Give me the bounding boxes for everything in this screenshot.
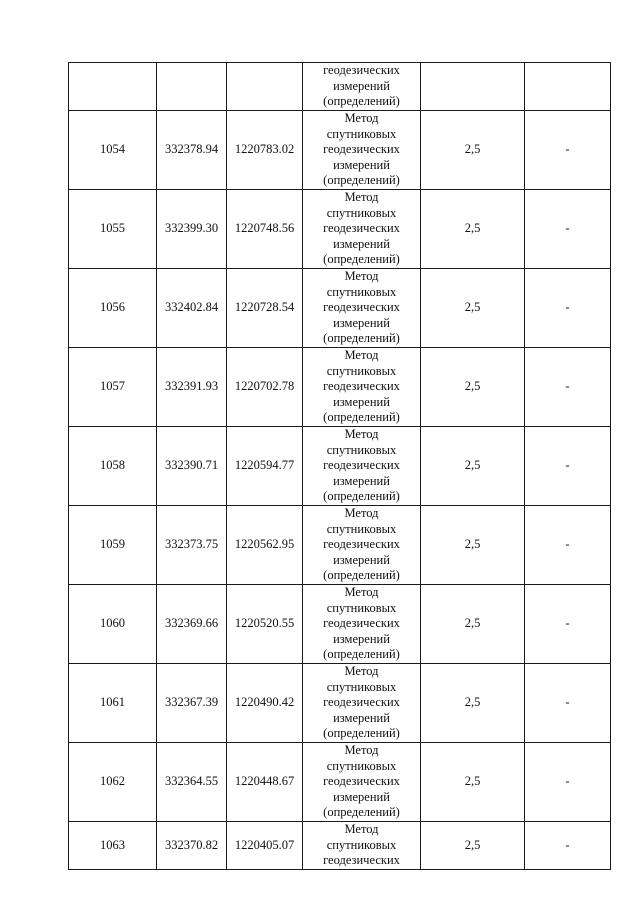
y-coordinate-cell: 1220594.77 — [227, 427, 303, 506]
y-coordinate-cell: 1220562.95 — [227, 506, 303, 585]
x-coordinate-cell: 332367.39 — [157, 664, 227, 743]
y-coordinate-cell: 1220783.02 — [227, 111, 303, 190]
method-line: измерений — [333, 236, 390, 251]
accuracy-cell: 2,5 — [421, 190, 525, 269]
method-cell — [303, 585, 421, 664]
y-coordinate-cell: 1220405.07 — [227, 822, 303, 870]
table-row — [69, 111, 611, 190]
accuracy-cell: 2,5 — [421, 348, 525, 427]
method-line: геодезических — [323, 695, 400, 710]
accuracy-cell: 2,5 — [421, 427, 525, 506]
table-row — [69, 506, 611, 585]
method-cell — [303, 269, 421, 348]
method-line: (определений) — [323, 568, 400, 583]
method-line: Метод — [344, 348, 379, 363]
x-coordinate-cell: 332370.82 — [157, 822, 227, 870]
method-line: (определений) — [323, 410, 400, 425]
method-line: геодезических — [323, 537, 400, 552]
method-line: измерений — [333, 394, 390, 409]
method-cell — [303, 743, 421, 822]
method-line: измерений — [333, 473, 390, 488]
method-line: геодезических — [323, 63, 400, 77]
method-line: измерений — [333, 78, 390, 93]
x-coordinate-cell: 332391.93 — [157, 348, 227, 427]
method-line: Метод — [344, 111, 379, 126]
method-line: Метод — [344, 743, 379, 758]
coordinates-table — [68, 62, 611, 870]
method-cell — [303, 427, 421, 506]
method-line: Метод — [344, 427, 379, 442]
point-number-cell: 1055 — [69, 190, 157, 269]
accuracy-cell: 2,5 — [421, 822, 525, 870]
table-row — [69, 190, 611, 269]
method-line: спутниковых — [326, 837, 397, 852]
y-coordinate-cell: 1220748.56 — [227, 190, 303, 269]
method-line: Метод — [344, 585, 379, 600]
note-cell — [525, 63, 611, 111]
point-number-cell: 1061 — [69, 664, 157, 743]
method-line: геодезических — [323, 379, 400, 394]
note-cell: - — [525, 585, 611, 664]
accuracy-cell: 2,5 — [421, 664, 525, 743]
method-line: спутниковых — [326, 205, 397, 220]
y-coordinate-cell: 1220520.55 — [227, 585, 303, 664]
point-number-cell: 1063 — [69, 822, 157, 870]
method-line: (определений) — [323, 173, 400, 188]
accuracy-cell: 2,5 — [421, 269, 525, 348]
method-line: спутниковых — [326, 521, 397, 536]
accuracy-cell: 2,5 — [421, 743, 525, 822]
method-line: геодезических — [323, 300, 400, 315]
y-coordinate-cell: 1220702.78 — [227, 348, 303, 427]
x-coordinate-cell: 332369.66 — [157, 585, 227, 664]
method-line: Метод — [344, 269, 379, 284]
method-line: спутниковых — [326, 758, 397, 773]
x-coordinate-cell: 332390.71 — [157, 427, 227, 506]
method-line: геодезических — [323, 221, 400, 236]
method-line: (определений) — [323, 94, 400, 109]
note-cell: - — [525, 269, 611, 348]
table-row-partial-bottom — [69, 822, 611, 870]
method-line: измерений — [333, 710, 390, 725]
table-row — [69, 269, 611, 348]
method-cell — [303, 822, 421, 870]
point-number-cell: 1057 — [69, 348, 157, 427]
method-cell — [303, 664, 421, 743]
coordinates-table-body — [69, 63, 611, 870]
table-row — [69, 427, 611, 506]
method-line: Метод — [344, 506, 379, 521]
method-cell — [303, 506, 421, 585]
method-line: (определений) — [323, 726, 400, 741]
method-cell — [303, 348, 421, 427]
method-line: геодезических — [323, 853, 400, 868]
note-cell: - — [525, 427, 611, 506]
method-line: (определений) — [323, 252, 400, 267]
table-row-partial-top — [69, 63, 611, 111]
method-line: измерений — [333, 789, 390, 804]
method-line: измерений — [333, 157, 390, 172]
method-line: (определений) — [323, 331, 400, 346]
accuracy-cell: 2,5 — [421, 585, 525, 664]
accuracy-cell: 2,5 — [421, 111, 525, 190]
note-cell: - — [525, 506, 611, 585]
point-number-cell: 1056 — [69, 269, 157, 348]
method-line: спутниковых — [326, 284, 397, 299]
method-line: Метод — [344, 822, 379, 837]
method-line: спутниковых — [326, 600, 397, 615]
x-coordinate-cell: 332402.84 — [157, 269, 227, 348]
point-number-cell: 1059 — [69, 506, 157, 585]
point-number-cell: 1058 — [69, 427, 157, 506]
point-number-cell — [69, 63, 157, 111]
table-row — [69, 348, 611, 427]
accuracy-cell — [421, 63, 525, 111]
method-line: измерений — [333, 315, 390, 330]
method-line: геодезических — [323, 774, 400, 789]
method-cell — [303, 63, 421, 111]
table-row — [69, 743, 611, 822]
x-coordinate-cell: 332364.55 — [157, 743, 227, 822]
method-line: Метод — [344, 664, 379, 679]
method-line: геодезических — [323, 142, 400, 157]
method-line: Метод — [344, 190, 379, 205]
y-coordinate-cell — [227, 63, 303, 111]
method-cell — [303, 190, 421, 269]
method-line: (определений) — [323, 489, 400, 504]
point-number-cell: 1062 — [69, 743, 157, 822]
note-cell: - — [525, 822, 611, 870]
y-coordinate-cell: 1220728.54 — [227, 269, 303, 348]
note-cell: - — [525, 664, 611, 743]
point-number-cell: 1054 — [69, 111, 157, 190]
method-line: спутниковых — [326, 126, 397, 141]
method-cell — [303, 111, 421, 190]
note-cell: - — [525, 190, 611, 269]
method-line: (определений) — [323, 805, 400, 820]
method-line: геодезических — [323, 616, 400, 631]
method-line: измерений — [333, 552, 390, 567]
method-line: спутниковых — [326, 442, 397, 457]
note-cell: - — [525, 743, 611, 822]
method-line: измерений — [333, 631, 390, 646]
y-coordinate-cell: 1220448.67 — [227, 743, 303, 822]
x-coordinate-cell — [157, 63, 227, 111]
accuracy-cell: 2,5 — [421, 506, 525, 585]
method-line: спутниковых — [326, 363, 397, 378]
note-cell: - — [525, 348, 611, 427]
point-number-cell: 1060 — [69, 585, 157, 664]
note-cell: - — [525, 111, 611, 190]
x-coordinate-cell: 332399.30 — [157, 190, 227, 269]
table-row — [69, 664, 611, 743]
y-coordinate-cell: 1220490.42 — [227, 664, 303, 743]
method-line: геодезических — [323, 458, 400, 473]
x-coordinate-cell: 332378.94 — [157, 111, 227, 190]
x-coordinate-cell: 332373.75 — [157, 506, 227, 585]
method-line: спутниковых — [326, 679, 397, 694]
table-row — [69, 585, 611, 664]
method-line: (определений) — [323, 647, 400, 662]
